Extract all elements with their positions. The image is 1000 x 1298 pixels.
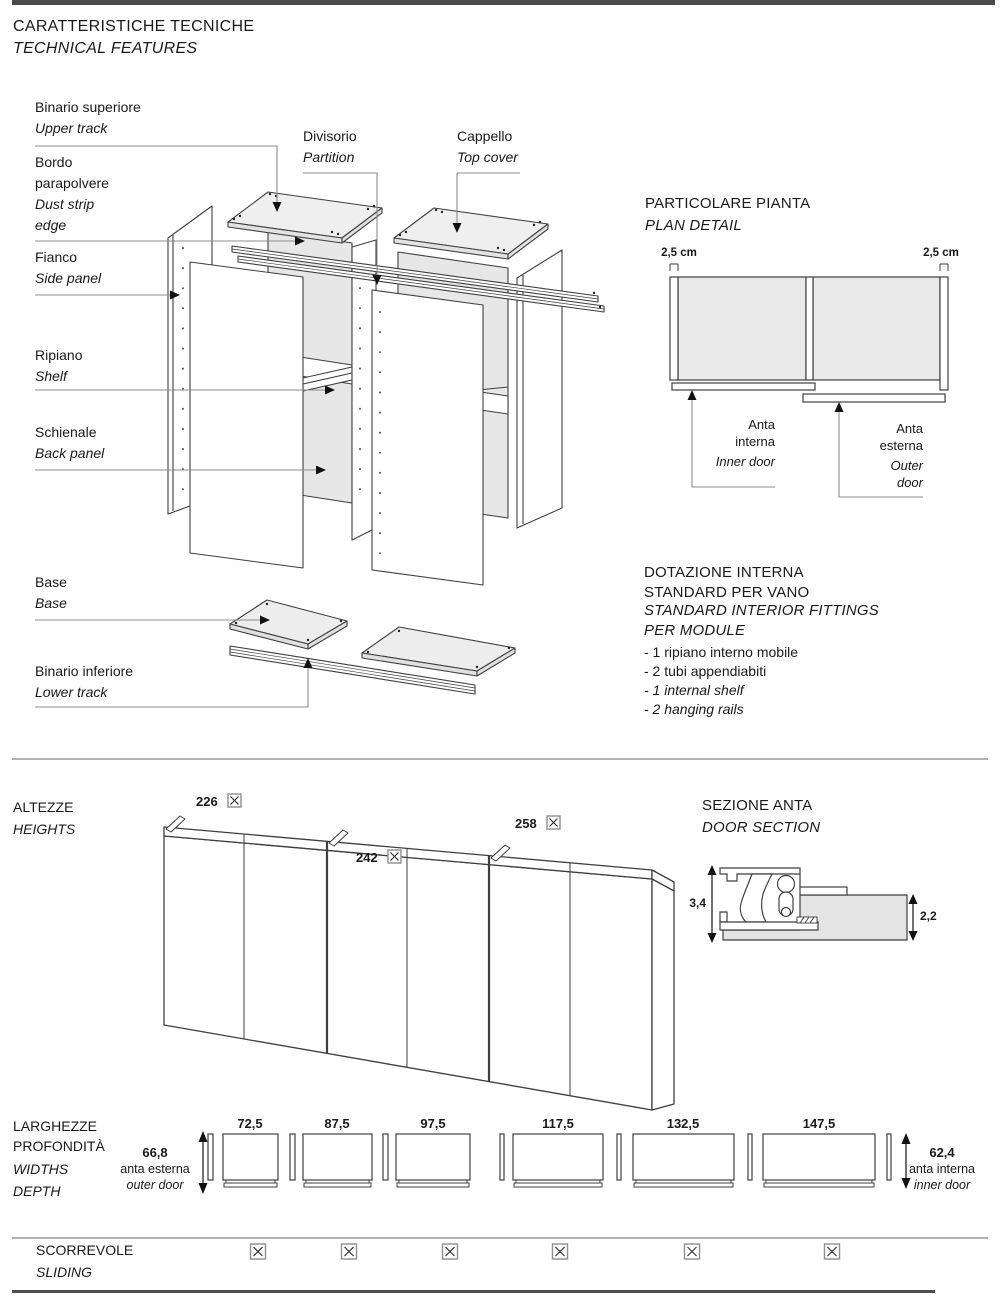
sliding-checkboxes xyxy=(251,1244,840,1259)
inner-depth-block: 62,4 anta interna inner door xyxy=(908,1145,976,1192)
bottom-rule xyxy=(12,1290,935,1293)
outer-depth-block: 66,8 anta esterna outer door xyxy=(120,1145,190,1192)
sliding-label: SCORREVOLE xyxy=(36,1242,134,1258)
sliding-label-en: SLIDING xyxy=(36,1264,93,1280)
plan-side-panel-right xyxy=(940,277,948,390)
widths-label-2: PROFONDITÀ xyxy=(13,1138,105,1154)
width-value-2: 87,5 xyxy=(324,1116,350,1131)
checkbox-height-226 xyxy=(228,794,241,807)
label-base: Base Base xyxy=(35,574,67,611)
width-module-1 xyxy=(223,1134,278,1180)
base-left-drawing xyxy=(230,600,347,649)
checkbox-sliding-4 xyxy=(553,1244,568,1259)
plan-detail-title: PARTICOLARE PIANTA xyxy=(645,195,811,212)
page-title-en: TECHNICAL FEATURES xyxy=(13,40,198,57)
heights-drawing xyxy=(164,816,674,1110)
label-shelf: Ripiano Shelf xyxy=(35,347,83,384)
plan-divider xyxy=(806,277,813,380)
plan-outer-door xyxy=(803,394,945,402)
fittings-title: DOTAZIONE INTERNA STANDARD PER VANO xyxy=(644,564,810,601)
plan-dim-left: 2,5 cm xyxy=(661,247,697,259)
width-module-5 xyxy=(633,1134,734,1180)
screw-hatch xyxy=(797,917,817,923)
front-panel-left-drawing xyxy=(190,262,303,568)
height-value-258: 258 xyxy=(515,816,537,831)
plan-dim-brackets xyxy=(670,264,948,271)
plan-dim-right: 2,5 cm xyxy=(923,247,959,259)
fittings-item-2: - 2 tubi appendiabiti xyxy=(644,663,767,679)
top-rule xyxy=(12,0,995,5)
checkbox-sliding-5 xyxy=(685,1244,700,1259)
width-module-4 xyxy=(513,1134,603,1180)
fittings-item-1: - 1 ripiano interno mobile xyxy=(644,644,799,660)
width-door-bars xyxy=(224,1180,874,1187)
checkbox-sliding-1 xyxy=(251,1244,266,1259)
base-right-drawing xyxy=(362,627,515,676)
width-value-1: 72,5 xyxy=(237,1116,263,1131)
width-value-3: 97,5 xyxy=(420,1116,446,1131)
top-cover-right-drawing xyxy=(394,208,548,259)
checkbox-height-258 xyxy=(547,816,560,829)
fittings-item-4: - 2 hanging rails xyxy=(644,701,744,717)
checkbox-sliding-6 xyxy=(825,1244,840,1259)
checkbox-sliding-3 xyxy=(443,1244,458,1259)
label-top-cover: Cappello Top cover xyxy=(457,128,518,165)
label-inner-door: Anta interna Inner door xyxy=(715,417,775,469)
plan-inner-door xyxy=(672,383,815,390)
profile-web xyxy=(740,874,772,922)
widths-drawing xyxy=(199,1131,911,1194)
label-outer-door: Anta esterna Outer door xyxy=(879,421,923,490)
label-back-panel: Schienale Back panel xyxy=(35,424,105,461)
widths-label-en-1: WIDTHS xyxy=(13,1161,69,1177)
label-side-panel: Fianco Side panel xyxy=(35,249,102,286)
door-section-drawing xyxy=(708,865,918,943)
heights-label: ALTEZZE xyxy=(13,799,74,815)
section-dim-thickness: 3,4 xyxy=(689,896,706,910)
checkbox-height-242 xyxy=(388,850,401,863)
widths-label-en-2: DEPTH xyxy=(13,1183,61,1199)
height-value-242: 242 xyxy=(356,850,378,865)
width-value-5: 132,5 xyxy=(666,1116,700,1131)
door-section-title-en: DOOR SECTION xyxy=(702,819,821,836)
page-title: CARATTERISTICHE TECNICHE xyxy=(13,18,255,35)
label-lower-track: Binario inferiore Lower track xyxy=(35,663,134,700)
label-partition: Divisorio Partition xyxy=(303,128,357,165)
width-value-6: 147,5 xyxy=(802,1116,836,1131)
heights-label-en: HEIGHTS xyxy=(13,821,76,837)
section-dim-panel: 2,2 xyxy=(920,909,937,923)
exploded-view-diagram xyxy=(168,192,604,694)
fittings-item-3: - 1 internal shelf xyxy=(644,682,744,698)
width-module-2 xyxy=(303,1134,372,1180)
door-section-title: SEZIONE ANTA xyxy=(702,797,813,814)
label-dust-strip-edge: Bordo parapolvere Dust strip edge xyxy=(35,154,109,233)
label-upper-track: Binario superiore Upper track xyxy=(35,99,141,136)
plan-side-panel-left xyxy=(670,277,678,380)
height-value-226: 226 xyxy=(196,794,218,809)
front-panel-right-drawing xyxy=(372,290,483,585)
widths-label-1: LARGHEZZE xyxy=(13,1118,98,1134)
fittings-title-en: STANDARD INTERIOR FITTINGS PER MODULE xyxy=(644,602,879,639)
checkbox-sliding-2 xyxy=(342,1244,357,1259)
width-module-3 xyxy=(396,1134,470,1180)
width-value-4: 117,5 xyxy=(542,1116,574,1131)
plan-detail-title-en: PLAN DETAIL xyxy=(645,217,742,234)
top-cover-left-drawing xyxy=(228,192,382,243)
width-module-6 xyxy=(763,1134,875,1180)
